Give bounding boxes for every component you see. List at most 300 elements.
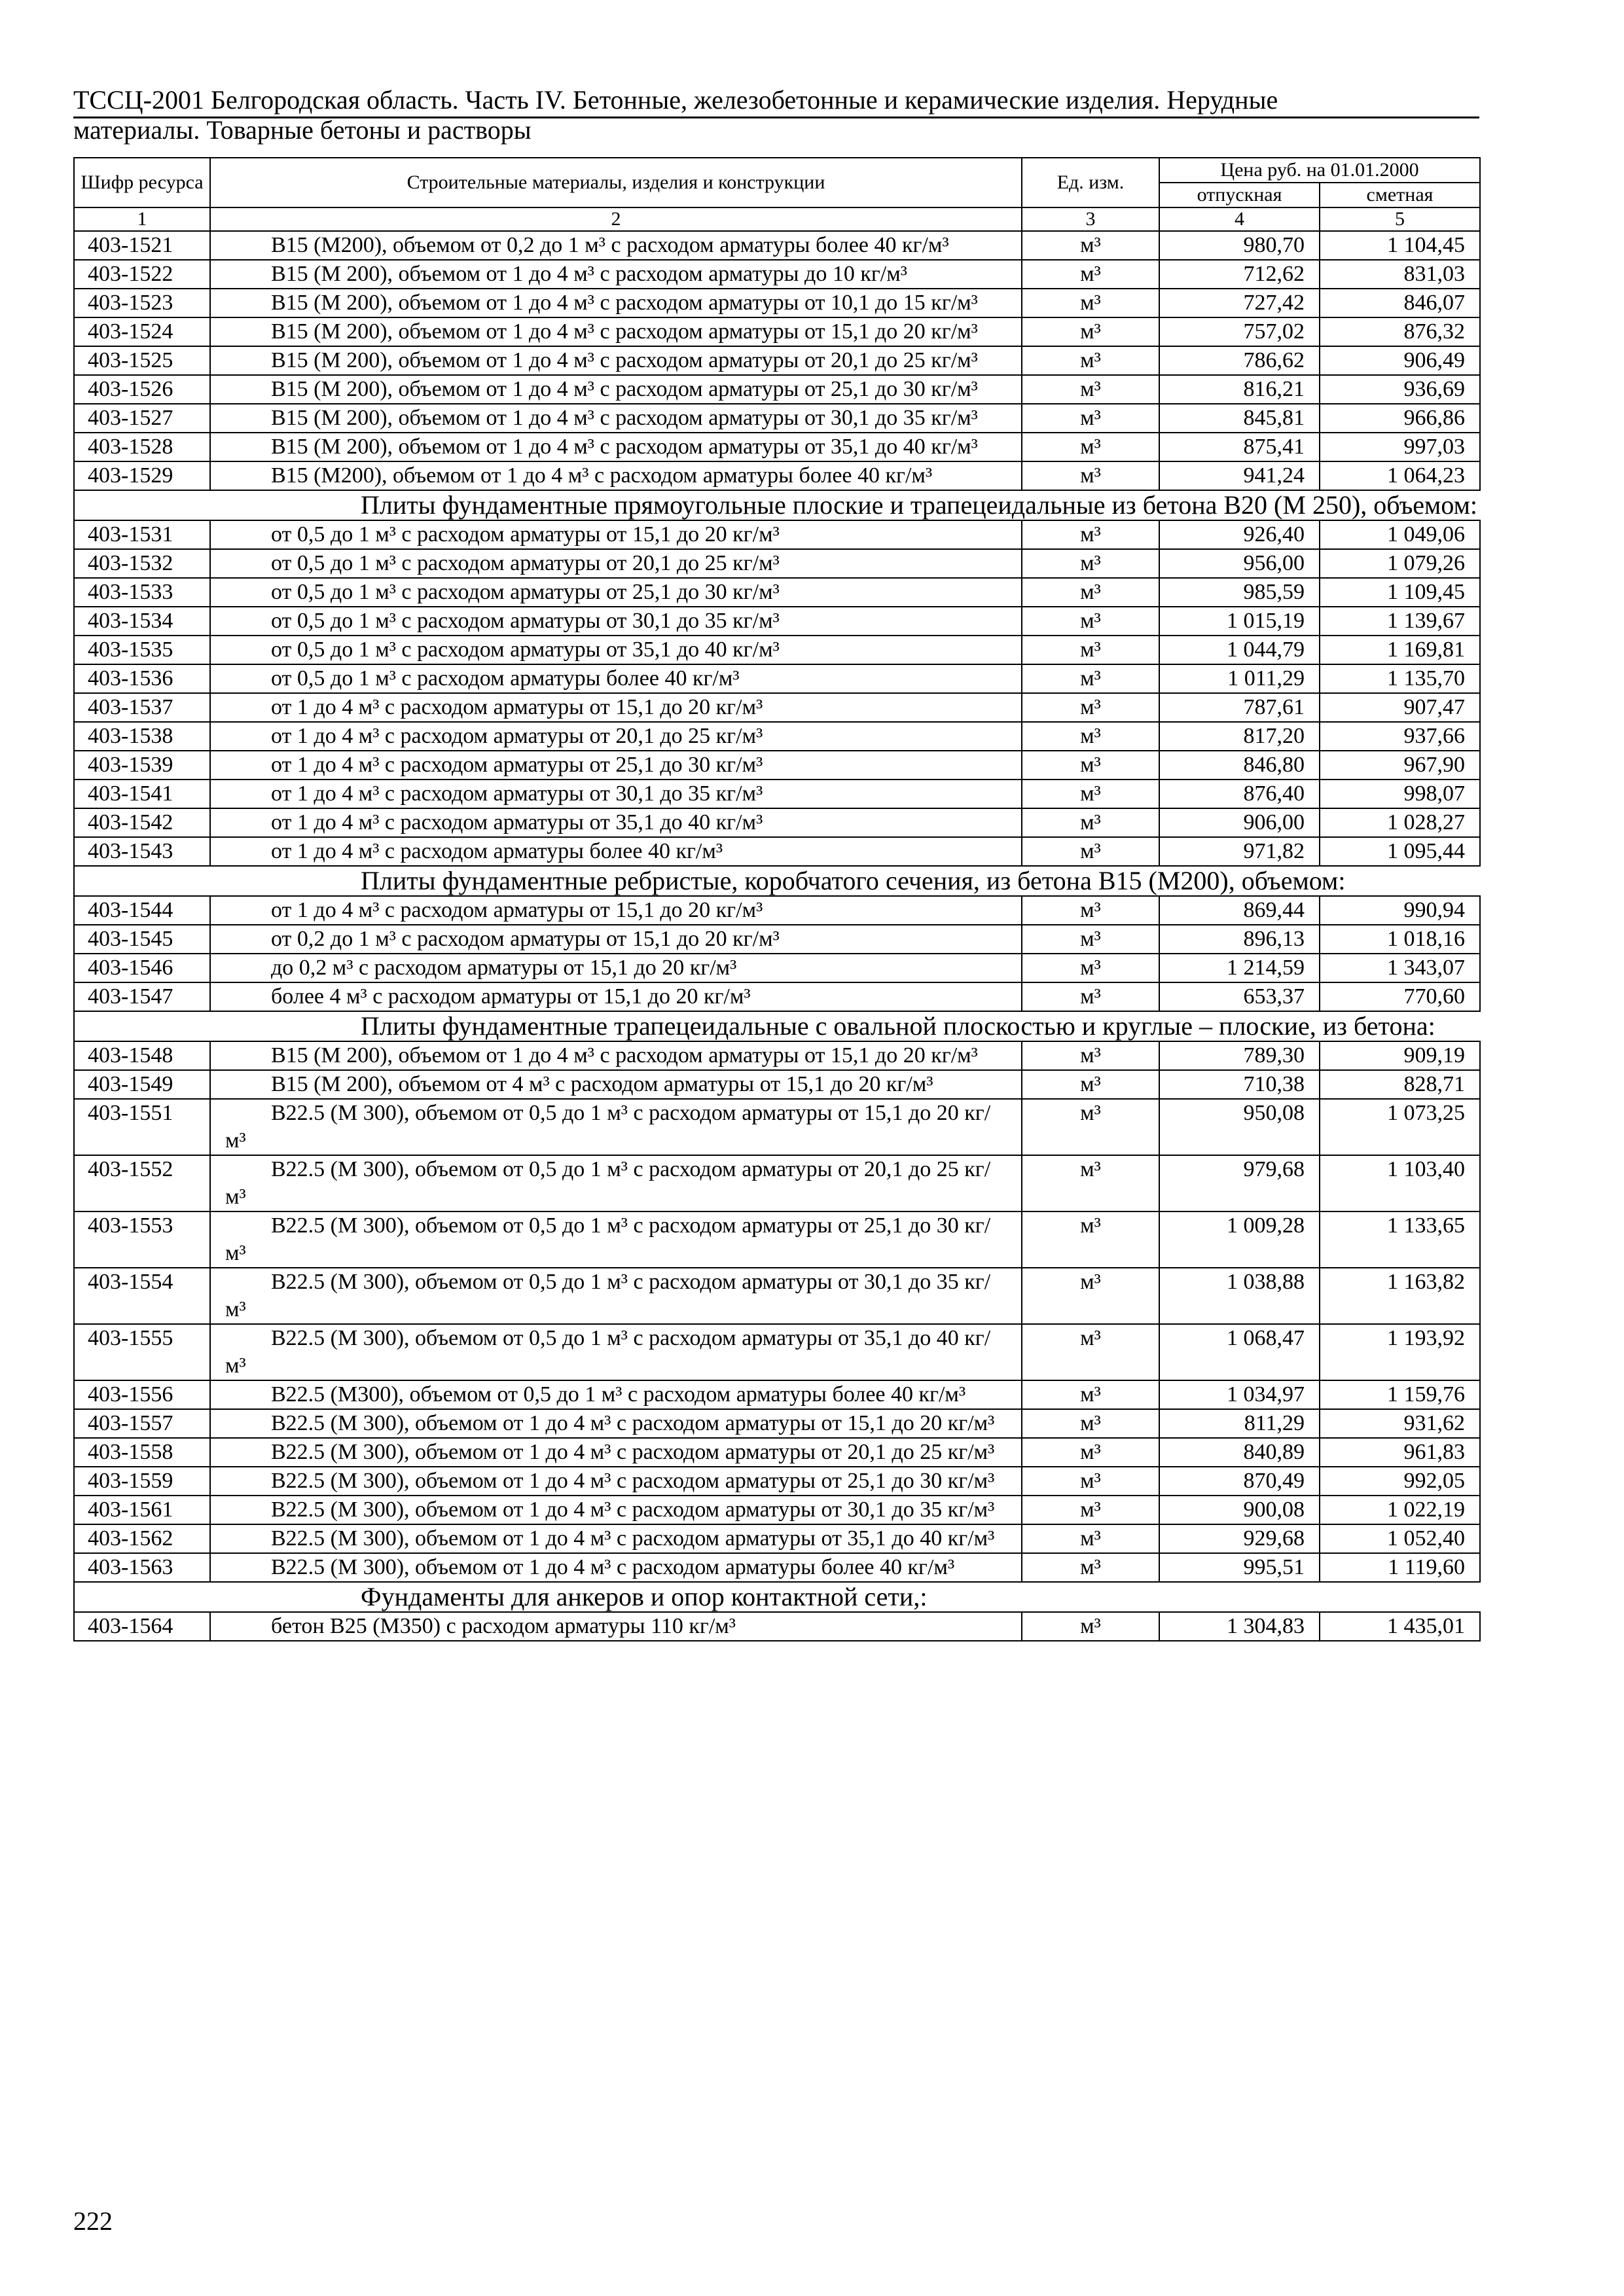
resource-name	[210, 578, 1022, 607]
table-row	[74, 461, 1480, 490]
resource-name-text: В22.5 (М 300), объемом от 1 до 4 м³ с расходом арматуры от 20,1 до 25 кг/м³	[271, 1440, 995, 1464]
resource-name	[210, 751, 1022, 780]
unit: м³	[1022, 808, 1159, 837]
estimate-price: 997,03	[1320, 433, 1480, 461]
resource-code: 403-1538	[74, 722, 210, 751]
estimate-price: 990,94	[1320, 896, 1480, 925]
resource-name	[210, 433, 1022, 461]
resource-name-text: В22.5 (М 300), объемом от 1 до 4 м³ с расходом арматуры от 30,1 до 35 кг/м³	[271, 1498, 995, 1522]
estimate-price: 967,90	[1320, 751, 1480, 780]
unit: м³	[1022, 231, 1159, 260]
release-price: 870,49	[1159, 1467, 1320, 1496]
unit: м³	[1022, 1409, 1159, 1438]
resource-code: 403-1559	[74, 1467, 210, 1496]
table-row	[74, 896, 1480, 925]
estimate-price: 1 343,07	[1320, 954, 1480, 982]
resource-name-text: от 0,5 до 1 м³ с расходом арматуры от 30,1 до 35 кг/м³	[271, 609, 780, 633]
unit: м³	[1022, 1211, 1159, 1268]
table-row	[74, 1612, 1480, 1641]
resource-name	[210, 346, 1022, 375]
resource-name-text: В15 (М200), объемом от 0,2 до 1 м³ с расходом арматуры более 40 кг/м³	[271, 233, 949, 257]
unit: м³	[1022, 664, 1159, 693]
resource-code: 403-1557	[74, 1409, 210, 1438]
release-price: 1 044,79	[1159, 636, 1320, 664]
section-spacer	[74, 490, 210, 520]
unit: м³	[1022, 1099, 1159, 1155]
release-price: 789,30	[1159, 1041, 1320, 1070]
table-row	[74, 520, 1480, 549]
header-title-line1: ТССЦ-2001 Белгородская область. Часть IV. Бетонные, железобетонные и керамические изделия. Нерудные	[73, 85, 1278, 115]
release-price: 787,61	[1159, 693, 1320, 722]
unit: м³	[1022, 1438, 1159, 1467]
estimate-price: 828,71	[1320, 1070, 1480, 1099]
column-number: 1	[74, 207, 210, 231]
unit: м³	[1022, 982, 1159, 1011]
table-row	[74, 260, 1480, 289]
release-price: 712,62	[1159, 260, 1320, 289]
estimate-price: 1 103,40	[1320, 1155, 1480, 1211]
table-row	[74, 433, 1480, 461]
table-row	[74, 636, 1480, 664]
estimate-price: 1 028,27	[1320, 808, 1480, 837]
estimate-price: 909,19	[1320, 1041, 1480, 1070]
unit: м³	[1022, 693, 1159, 722]
release-price: 846,80	[1159, 751, 1320, 780]
resource-name-text: до 0,2 м³ с расходом арматуры от 15,1 до 20 кг/м³	[271, 956, 737, 980]
release-price: 876,40	[1159, 780, 1320, 808]
estimate-price: 1 018,16	[1320, 925, 1480, 954]
page-number: 222	[73, 2206, 113, 2236]
table-row	[74, 1070, 1480, 1099]
resource-name-text: от 1 до 4 м³ с расходом арматуры от 15,1 до 20 кг/м³	[271, 695, 763, 719]
unit: м³	[1022, 1380, 1159, 1409]
resource-name-text: В22.5 (М300), объемом от 0,5 до 1 м³ с расходом арматуры более 40 кг/м³	[271, 1382, 966, 1407]
table-row	[74, 578, 1480, 607]
table-row	[74, 404, 1480, 433]
resource-name-text: от 0,5 до 1 м³ с расходом арматуры от 35,1 до 40 кг/м³	[271, 637, 780, 662]
resource-name	[210, 1496, 1022, 1524]
resource-code: 403-1524	[74, 317, 210, 346]
estimate-price: 936,69	[1320, 375, 1480, 404]
resource-name-text: В15 (М 200), объемом от 1 до 4 м³ с расходом арматуры от 25,1 до 30 кг/м³	[271, 377, 978, 401]
resource-name-text: В15 (М 200), объемом от 1 до 4 м³ с расходом арматуры от 15,1 до 20 кг/м³	[271, 319, 978, 344]
column-number: 2	[210, 207, 1022, 231]
resource-name-text: В15 (М 200), объемом от 1 до 4 м³ с расходом арматуры от 30,1 до 35 кг/м³	[271, 406, 978, 430]
unit: м³	[1022, 896, 1159, 925]
resource-name	[210, 1324, 1022, 1380]
resource-code: 403-1554	[74, 1268, 210, 1324]
resource-name-text: от 1 до 4 м³ с расходом арматуры от 35,1 до 40 кг/м³	[271, 810, 763, 834]
release-price: 1 011,29	[1159, 664, 1320, 693]
estimate-price: 1 095,44	[1320, 837, 1480, 866]
resource-name	[210, 808, 1022, 837]
release-price: 817,20	[1159, 722, 1320, 751]
resource-code: 403-1544	[74, 896, 210, 925]
section-spacer	[74, 1011, 210, 1041]
column-number: 5	[1320, 207, 1480, 231]
section-title: Плиты фундаментные ребристые, коробчатого сечения, из бетона В15 (М200), объемом:	[210, 866, 1480, 896]
unit: м³	[1022, 722, 1159, 751]
table-row	[74, 375, 1480, 404]
resource-name	[210, 231, 1022, 260]
resource-code: 403-1528	[74, 433, 210, 461]
resource-code: 403-1549	[74, 1070, 210, 1099]
header-release: отпускная	[1159, 183, 1320, 207]
resource-name-text: от 0,5 до 1 м³ с расходом арматуры от 20,1 до 25 кг/м³	[271, 551, 780, 575]
estimate-price: 931,62	[1320, 1409, 1480, 1438]
price-table	[73, 157, 1481, 1641]
resource-name	[210, 520, 1022, 549]
unit: м³	[1022, 346, 1159, 375]
resource-name	[210, 1409, 1022, 1438]
unit: м³	[1022, 1155, 1159, 1211]
table-row	[74, 1268, 1480, 1324]
release-price: 1 038,88	[1159, 1268, 1320, 1324]
resource-code: 403-1556	[74, 1380, 210, 1409]
unit: м³	[1022, 1496, 1159, 1524]
unit: м³	[1022, 1041, 1159, 1070]
release-price: 710,38	[1159, 1070, 1320, 1099]
resource-name	[210, 1524, 1022, 1553]
release-price: 786,62	[1159, 346, 1320, 375]
resource-name-text: от 0,5 до 1 м³ с расходом арматуры от 15,1 до 20 кг/м³	[271, 522, 780, 547]
resource-code: 403-1542	[74, 808, 210, 837]
estimate-price: 846,07	[1320, 289, 1480, 317]
estimate-price: 1 133,65	[1320, 1211, 1480, 1268]
header-name: Строительные материалы, изделия и конструкции	[210, 158, 1022, 207]
estimate-price: 966,86	[1320, 404, 1480, 433]
release-price: 840,89	[1159, 1438, 1320, 1467]
table-row	[74, 693, 1480, 722]
resource-code: 403-1531	[74, 520, 210, 549]
release-price: 980,70	[1159, 231, 1320, 260]
unit: м³	[1022, 578, 1159, 607]
resource-name	[210, 1155, 1022, 1211]
resource-name-text: В15 (М 200), объемом от 1 до 4 м³ с расходом арматуры от 15,1 до 20 кг/м³	[271, 1043, 978, 1067]
resource-code: 403-1521	[74, 231, 210, 260]
resource-code: 403-1535	[74, 636, 210, 664]
header-code: Шифр ресурса	[74, 158, 210, 207]
resource-name-text: В15 (М 200), объемом от 1 до 4 м³ с расходом арматуры от 10,1 до 15 кг/м³	[271, 291, 978, 315]
resource-name-text: В15 (М200), объемом от 1 до 4 м³ с расходом арматуры более 40 кг/м³	[271, 463, 933, 488]
resource-name	[210, 1211, 1022, 1268]
table-row	[74, 1438, 1480, 1467]
resource-name-text: В22.5 (М 300), объемом от 1 до 4 м³ с расходом арматуры от 35,1 до 40 кг/м³	[271, 1526, 995, 1551]
release-price: 816,21	[1159, 375, 1320, 404]
unit: м³	[1022, 433, 1159, 461]
unit: м³	[1022, 925, 1159, 954]
release-price: 971,82	[1159, 837, 1320, 866]
table-row	[74, 1211, 1480, 1268]
section-spacer	[74, 1582, 210, 1612]
table-row	[74, 1467, 1480, 1496]
header-rule	[73, 117, 1479, 118]
resource-code: 403-1534	[74, 607, 210, 636]
page-header	[73, 85, 1479, 145]
table-row	[74, 231, 1480, 260]
resource-name	[210, 982, 1022, 1011]
unit: м³	[1022, 1612, 1159, 1641]
release-price: 926,40	[1159, 520, 1320, 549]
unit: м³	[1022, 607, 1159, 636]
estimate-price: 1 119,60	[1320, 1553, 1480, 1582]
release-price: 929,68	[1159, 1524, 1320, 1553]
table-row	[74, 837, 1480, 866]
resource-code: 403-1527	[74, 404, 210, 433]
table-row	[74, 722, 1480, 751]
unit: м³	[1022, 1467, 1159, 1496]
release-price: 727,42	[1159, 289, 1320, 317]
estimate-price: 1 049,06	[1320, 520, 1480, 549]
release-price: 1 304,83	[1159, 1612, 1320, 1641]
resource-name-text: от 0,5 до 1 м³ с расходом арматуры более 40 кг/м³	[271, 666, 740, 691]
unit: м³	[1022, 751, 1159, 780]
resource-name-text: В22.5 (М 300), объемом от 0,5 до 1 м³ с расходом арматуры от 35,1 до 40 кг/м³	[225, 1326, 991, 1378]
table-row	[74, 664, 1480, 693]
resource-name-text: В22.5 (М 300), объемом от 1 до 4 м³ с расходом арматуры от 25,1 до 30 кг/м³	[271, 1469, 995, 1493]
resource-name-text: В22.5 (М 300), объемом от 0,5 до 1 м³ с расходом арматуры от 25,1 до 30 кг/м³	[225, 1213, 991, 1265]
estimate-price: 907,47	[1320, 693, 1480, 722]
estimate-price: 992,05	[1320, 1467, 1480, 1496]
estimate-price: 876,32	[1320, 317, 1480, 346]
release-price: 941,24	[1159, 461, 1320, 490]
release-price: 985,59	[1159, 578, 1320, 607]
resource-name	[210, 1553, 1022, 1582]
table-row	[74, 780, 1480, 808]
resource-code: 403-1555	[74, 1324, 210, 1380]
resource-name-text: от 1 до 4 м³ с расходом арматуры от 20,1 до 25 кг/м³	[271, 724, 763, 748]
section-row	[74, 1011, 1480, 1041]
table-row	[74, 1524, 1480, 1553]
estimate-price: 1 079,26	[1320, 549, 1480, 578]
table-row	[74, 317, 1480, 346]
resource-name-text: В15 (М 200), объемом от 4 м³ с расходом арматуры от 15,1 до 20 кг/м³	[271, 1072, 933, 1096]
header-price: Цена руб. на 01.01.2000	[1159, 158, 1480, 183]
resource-name	[210, 317, 1022, 346]
resource-name-text: В15 (М 200), объемом от 1 до 4 м³ с расходом арматуры от 20,1 до 25 кг/м³	[271, 348, 978, 372]
resource-name	[210, 837, 1022, 866]
resource-code: 403-1563	[74, 1553, 210, 1582]
resource-name	[210, 404, 1022, 433]
release-price: 757,02	[1159, 317, 1320, 346]
table-row	[74, 1324, 1480, 1380]
resource-name-text: В22.5 (М 300), объемом от 1 до 4 м³ с расходом арматуры более 40 кг/м³	[271, 1555, 955, 1579]
release-price: 979,68	[1159, 1155, 1320, 1211]
unit: м³	[1022, 375, 1159, 404]
release-price: 875,41	[1159, 433, 1320, 461]
resource-name	[210, 289, 1022, 317]
release-price: 906,00	[1159, 808, 1320, 837]
section-row	[74, 490, 1480, 520]
table-row	[74, 925, 1480, 954]
unit: м³	[1022, 520, 1159, 549]
resource-name-text: В22.5 (М 300), объемом от 0,5 до 1 м³ с расходом арматуры от 20,1 до 25 кг/м³	[225, 1157, 991, 1209]
table-row	[74, 289, 1480, 317]
unit: м³	[1022, 1268, 1159, 1324]
resource-name-text: от 1 до 4 м³ с расходом арматуры от 15,1 до 20 кг/м³	[271, 898, 763, 922]
resource-name	[210, 1380, 1022, 1409]
table-row	[74, 1099, 1480, 1155]
resource-name	[210, 461, 1022, 490]
resource-name	[210, 693, 1022, 722]
resource-name-text: более 4 м³ с расходом арматуры от 15,1 до 20 кг/м³	[271, 984, 751, 1009]
resource-name	[210, 636, 1022, 664]
unit: м³	[1022, 1070, 1159, 1099]
resource-name-text: от 1 до 4 м³ с расходом арматуры от 30,1 до 35 кг/м³	[271, 781, 763, 806]
estimate-price: 1 052,40	[1320, 1524, 1480, 1553]
resource-code: 403-1523	[74, 289, 210, 317]
resource-code: 403-1525	[74, 346, 210, 375]
unit: м³	[1022, 549, 1159, 578]
resource-code: 403-1537	[74, 693, 210, 722]
resource-code: 403-1536	[74, 664, 210, 693]
unit: м³	[1022, 461, 1159, 490]
resource-name	[210, 954, 1022, 982]
resource-code: 403-1561	[74, 1496, 210, 1524]
table-row	[74, 1553, 1480, 1582]
resource-name	[210, 1041, 1022, 1070]
release-price: 653,37	[1159, 982, 1320, 1011]
release-price: 950,08	[1159, 1099, 1320, 1155]
estimate-price: 1 169,81	[1320, 636, 1480, 664]
section-title: Плиты фундаментные прямоугольные плоские и трапецеидальные из бетона В20 (М 250), объемом:	[210, 490, 1480, 520]
unit: м³	[1022, 837, 1159, 866]
resource-name-text: от 0,2 до 1 м³ с расходом арматуры от 15,1 до 20 кг/м³	[271, 927, 780, 951]
release-price: 811,29	[1159, 1409, 1320, 1438]
table-row	[74, 607, 1480, 636]
section-row	[74, 1582, 1480, 1612]
resource-name-text: от 1 до 4 м³ с расходом арматуры более 40 кг/м³	[271, 839, 723, 863]
unit: м³	[1022, 260, 1159, 289]
unit: м³	[1022, 780, 1159, 808]
estimate-price: 1 193,92	[1320, 1324, 1480, 1380]
resource-name	[210, 722, 1022, 751]
table-row	[74, 1380, 1480, 1409]
resource-code: 403-1532	[74, 549, 210, 578]
unit: м³	[1022, 636, 1159, 664]
resource-name	[210, 1070, 1022, 1099]
table-row	[74, 1496, 1480, 1524]
release-price: 1 015,19	[1159, 607, 1320, 636]
table-row	[74, 808, 1480, 837]
release-price: 1 214,59	[1159, 954, 1320, 982]
table-row	[74, 982, 1480, 1011]
resource-code: 403-1526	[74, 375, 210, 404]
resource-name-text: В22.5 (М 300), объемом от 0,5 до 1 м³ с расходом арматуры от 30,1 до 35 кг/м³	[225, 1270, 991, 1321]
estimate-price: 1 064,23	[1320, 461, 1480, 490]
release-price: 869,44	[1159, 896, 1320, 925]
table-row	[74, 346, 1480, 375]
release-price: 1 068,47	[1159, 1324, 1320, 1380]
resource-name	[210, 896, 1022, 925]
estimate-price: 1 159,76	[1320, 1380, 1480, 1409]
estimate-price: 1 022,19	[1320, 1496, 1480, 1524]
table-row	[74, 1409, 1480, 1438]
resource-code: 403-1564	[74, 1612, 210, 1641]
header-title-line2: материалы. Товарные бетоны и растворы	[73, 115, 532, 145]
resource-code: 403-1541	[74, 780, 210, 808]
resource-name	[210, 1268, 1022, 1324]
header-unit: Ед. изм.	[1022, 158, 1159, 207]
estimate-price: 1 104,45	[1320, 231, 1480, 260]
resource-name-text: от 0,5 до 1 м³ с расходом арматуры от 25,1 до 30 кг/м³	[271, 580, 780, 604]
resource-name	[210, 549, 1022, 578]
resource-name	[210, 375, 1022, 404]
resource-name	[210, 925, 1022, 954]
section-title: Плиты фундаментные трапецеидальные с овальной плоскостью и круглые – плоские, из бетона:	[210, 1011, 1480, 1041]
release-price: 1 009,28	[1159, 1211, 1320, 1268]
resource-code: 403-1551	[74, 1099, 210, 1155]
estimate-price: 998,07	[1320, 780, 1480, 808]
resource-code: 403-1543	[74, 837, 210, 866]
table-body	[74, 231, 1480, 1641]
release-price: 956,00	[1159, 549, 1320, 578]
table-row	[74, 954, 1480, 982]
estimate-price: 937,66	[1320, 722, 1480, 751]
resource-name-text: В15 (М 200), объемом от 1 до 4 м³ с расходом арматуры до 10 кг/м³	[271, 262, 907, 286]
resource-name	[210, 1099, 1022, 1155]
unit: м³	[1022, 404, 1159, 433]
estimate-price: 906,49	[1320, 346, 1480, 375]
resource-name	[210, 1612, 1022, 1641]
estimate-price: 831,03	[1320, 260, 1480, 289]
resource-name	[210, 1467, 1022, 1496]
section-title: Фундаменты для анкеров и опор контактной сети,:	[210, 1582, 1480, 1612]
resource-name-text: В15 (М 200), объемом от 1 до 4 м³ с расходом арматуры от 35,1 до 40 кг/м³	[271, 435, 978, 459]
resource-code: 403-1562	[74, 1524, 210, 1553]
release-price: 900,08	[1159, 1496, 1320, 1524]
header-estimate: сметная	[1320, 183, 1480, 207]
resource-code: 403-1553	[74, 1211, 210, 1268]
resource-code: 403-1558	[74, 1438, 210, 1467]
resource-code: 403-1539	[74, 751, 210, 780]
estimate-price: 1 435,01	[1320, 1612, 1480, 1641]
estimate-price: 1 073,25	[1320, 1099, 1480, 1155]
estimate-price: 1 135,70	[1320, 664, 1480, 693]
resource-name-text: В22.5 (М 300), объемом от 0,5 до 1 м³ с расходом арматуры от 15,1 до 20 кг/м³	[225, 1101, 991, 1153]
resource-code: 403-1533	[74, 578, 210, 607]
table-row	[74, 751, 1480, 780]
unit: м³	[1022, 1324, 1159, 1380]
resource-name	[210, 607, 1022, 636]
unit: м³	[1022, 289, 1159, 317]
unit: м³	[1022, 1524, 1159, 1553]
resource-code: 403-1547	[74, 982, 210, 1011]
table-row	[74, 1155, 1480, 1211]
section-spacer	[74, 866, 210, 896]
estimate-price: 1 109,45	[1320, 578, 1480, 607]
estimate-price: 1 139,67	[1320, 607, 1480, 636]
estimate-price: 770,60	[1320, 982, 1480, 1011]
resource-code: 403-1552	[74, 1155, 210, 1211]
column-number: 4	[1159, 207, 1320, 231]
resource-name	[210, 1438, 1022, 1467]
resource-code: 403-1529	[74, 461, 210, 490]
release-price: 896,13	[1159, 925, 1320, 954]
resource-name-text: бетон В25 (М350) с расходом арматуры 110 кг/м³	[271, 1614, 736, 1638]
estimate-price: 1 163,82	[1320, 1268, 1480, 1324]
resource-name	[210, 260, 1022, 289]
unit: м³	[1022, 317, 1159, 346]
column-number: 3	[1022, 207, 1159, 231]
table-row	[74, 1041, 1480, 1070]
unit: м³	[1022, 954, 1159, 982]
release-price: 845,81	[1159, 404, 1320, 433]
resource-name-text: В22.5 (М 300), объемом от 1 до 4 м³ с расходом арматуры от 15,1 до 20 кг/м³	[271, 1411, 995, 1435]
release-price: 995,51	[1159, 1553, 1320, 1582]
resource-code: 403-1548	[74, 1041, 210, 1070]
resource-code: 403-1545	[74, 925, 210, 954]
